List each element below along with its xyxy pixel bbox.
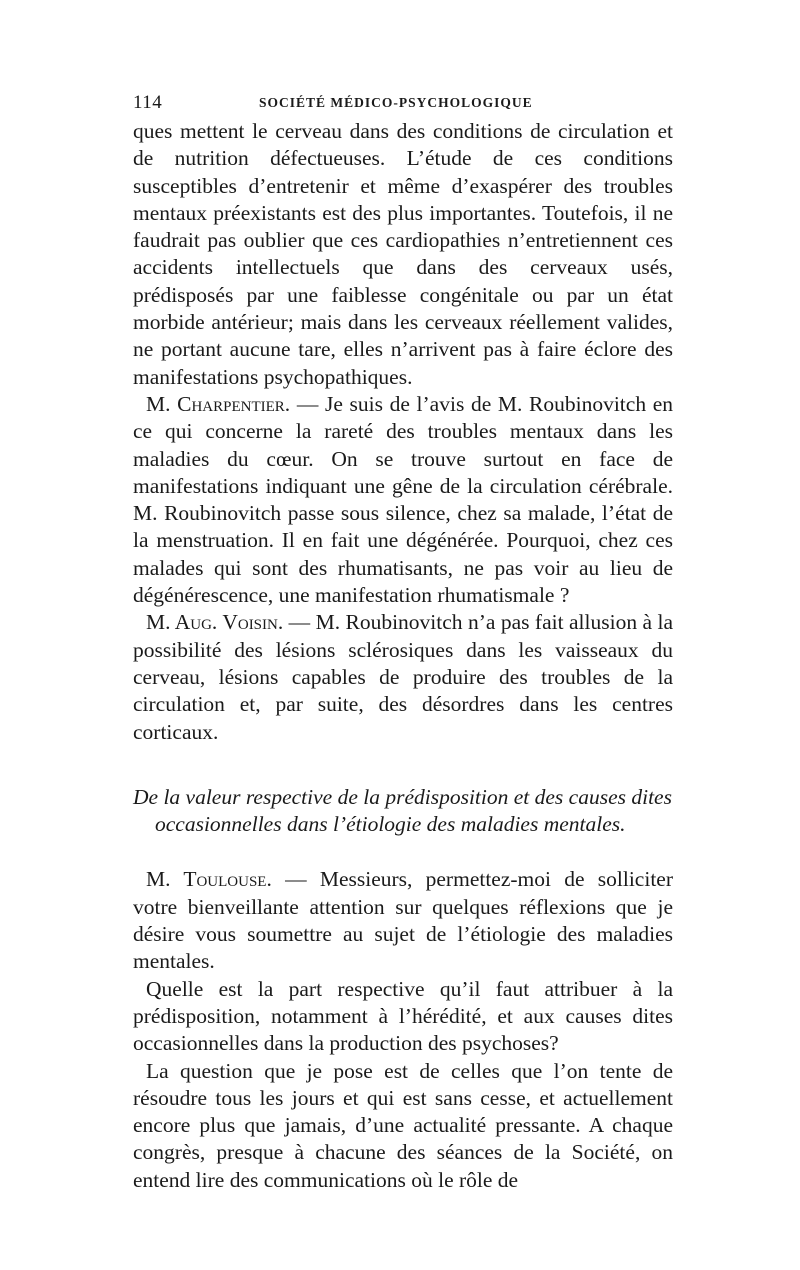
speaker-name: M. Toulouse. — [146, 867, 272, 892]
page-number: 114 — [133, 92, 163, 113]
paragraph-continuation: ques mettent le cerveau dans des conditions de circulation et de nutrition défectueuses. L’étude de ces conditions susceptibles d’entretenir et même d’exaspérer des troubles mentaux préexistants est des plus importantes. Toutefois, il ne faudrait pas oublier que ces cardiopathies n’entretiennent ces accidents intellectuels que dans des cerveaux usés, prédisposés par une faiblesse congénitale ou par un état morbide antérieur; mais dans les cerveaux réellement valides, ne portant aucune tare, elles n’arrivent pas à faire éclore des manifestations psychopathiques. — [133, 119, 673, 389]
speaker-name: M. Charpentier. — [146, 391, 291, 416]
paragraph-text: — Messieurs, permettez-moi de solliciter votre bienveillante attention sur quelques réflexions que je désire vous soumettre au sujet de l’étiologie des maladies mentales. — [133, 867, 673, 974]
paragraph-charpentier — [133, 391, 673, 609]
running-title: SOCIÉTÉ MÉDICO-PSYCHOLOGIQUE — [259, 95, 533, 110]
paragraph-question: Quelle est la part respective qu’il faut attribuer à la prédisposition, notamment à l’hérédité, et aux causes dites occasionnelles dans la production des psychoses? — [133, 976, 673, 1056]
paragraph-text: — Je suis de l’avis de M. Roubinovitch en ce qui concerne la rareté des troubles mentaux dans les maladies du cœur. On se trouve surtout en face de manifestations indiquant une gêne de la circulation cérébrale. M. Roubinovitch passe sous silence, chez sa malade, l’état de la menstruation. Il en fait une dégénérée. Pourquoi, chez ces malades qui sont des rhumatisants, ne pas voir au lieu de dégénérescence, une manifestation rhumatismale ? — [133, 391, 673, 608]
paragraph-final: La question que je pose est de celles que l’on tente de résoudre tous les jours et qui est sans cesse, et actuellement encore plus que jamais, d’une actualité pressante. A chaque congrès, presque à chacune des séances de la Société, on entend lire des communications où le rôle de — [133, 1058, 673, 1192]
paragraph-voisin — [133, 609, 673, 745]
paragraph-toulouse — [133, 866, 673, 975]
book-page — [133, 92, 673, 1194]
page-header — [133, 92, 673, 116]
speaker-name: M. Aug. Voisin. — [146, 610, 284, 635]
paragraph-text: — M. Roubinovitch n’a pas fait allusion à la possibilité des lésions sclérosiques dans les vaisseaux du cerveau, lésions capables de produire des troubles de la circulation et, par suite, des désordres dans les centres corticaux. — [133, 610, 673, 744]
section-heading: De la valeur respective de la prédisposition et des causes dites occasionnelles dans l’étiologie des maladies mentales. — [133, 784, 672, 837]
